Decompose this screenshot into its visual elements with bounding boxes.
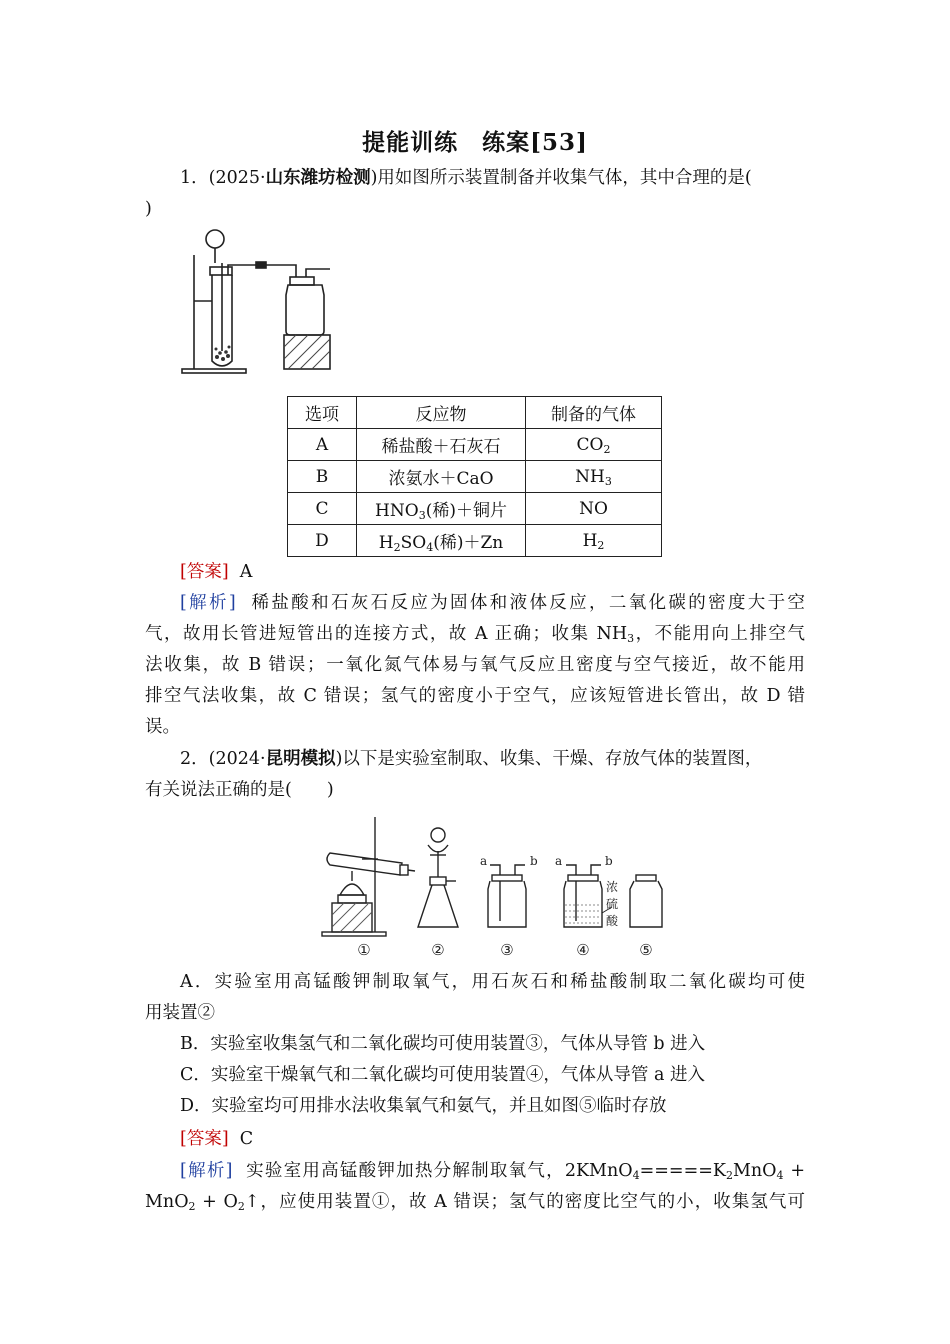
q2-stem: 2．(2024·昆明模拟)以下是实验室制取、收集、干燥、存放气体的装置图， bbox=[180, 749, 763, 769]
q2-source: 昆明模拟 bbox=[265, 749, 336, 769]
q1-answer bbox=[180, 557, 805, 587]
figure-label: ③ bbox=[500, 941, 514, 959]
analysis-label: [解析] bbox=[180, 1161, 233, 1181]
table-cell: A bbox=[288, 429, 357, 461]
q2-option-a-cont: 用装置② bbox=[145, 1003, 215, 1023]
answer-label: [答案] bbox=[180, 562, 229, 582]
table-cell: 浓氨水＋CaO bbox=[357, 461, 526, 493]
q1-stem-text: )用如图所示装置制备并收集气体，其中合理的是( bbox=[370, 168, 752, 188]
table-cell: $NH_3$ bbox=[526, 461, 662, 493]
q1-stem-close: ) bbox=[145, 199, 152, 219]
tube-label-b: b bbox=[530, 854, 538, 868]
answer-value: A bbox=[239, 562, 253, 582]
table-cell: $H_2SO_4$(稀)＋Zn bbox=[357, 525, 526, 557]
table-header-cell: 反应物 bbox=[357, 397, 526, 429]
analysis-label: [解析] bbox=[180, 593, 236, 613]
table-cell: $HNO_3$(稀)＋铜片 bbox=[357, 493, 526, 525]
q2-apparatus-figure bbox=[320, 815, 670, 965]
tube-label-b: b bbox=[605, 854, 613, 868]
q2-option-c: C．实验室干燥氧气和二氧化碳均可使用装置④，气体从导管 a 进入 bbox=[180, 1065, 705, 1085]
q1-number: 1． bbox=[180, 168, 209, 188]
tube-label-a: a bbox=[555, 854, 563, 868]
table-header-row bbox=[288, 397, 662, 429]
figure-label: ⑤ bbox=[639, 941, 653, 959]
acid-label: 硫 bbox=[606, 897, 619, 911]
q1-apparatus-figure bbox=[178, 225, 338, 377]
table-header-cell: 制备的气体 bbox=[526, 397, 662, 429]
acid-label: 浓 bbox=[606, 880, 619, 894]
q1-source: 山东潍坊检测 bbox=[265, 168, 371, 188]
q1-analysis-line: 法收集，故 B 错误；一氧化氮气体易与氧气反应且密度与空气接近，故不能用 bbox=[145, 655, 805, 675]
q2-number: 2． bbox=[180, 749, 209, 769]
table-row bbox=[288, 429, 662, 461]
table-cell: B bbox=[288, 461, 357, 493]
q2-analysis-line: [解析] 实验室用高锰酸钾加热分解制取氧气，$2KMnO_4=====K_2MnO_4$ + bbox=[180, 1161, 806, 1182]
table-cell: $H_2$ bbox=[526, 525, 662, 557]
q2-stem-line2: 有关说法正确的是( ) bbox=[145, 780, 334, 800]
q1-analysis-line: 误。 bbox=[145, 717, 180, 737]
table-cell: 稀盐酸＋石灰石 bbox=[357, 429, 526, 461]
answer-value: C bbox=[239, 1129, 254, 1149]
table-row bbox=[288, 461, 662, 493]
q1-source-open: (2025· bbox=[208, 168, 266, 188]
q2-answer bbox=[180, 1124, 805, 1154]
figure-label: ② bbox=[431, 941, 445, 959]
q1-analysis-line: 气，故用长管进短管出的连接方式，故 A 正确；收集 $NH_3$，不能用向上排空气 bbox=[145, 624, 806, 645]
answer-label: [答案] bbox=[180, 1129, 229, 1149]
acid-label: 酸 bbox=[606, 914, 619, 928]
q1-analysis-line: [解析] 稀盐酸和石灰石反应为固体和液体反应，二氧化碳的密度大于空 bbox=[180, 593, 805, 613]
q1-analysis-line: 排空气法收集，故 C 错误；氢气的密度小于空气，应该短管进长管出，故 D 错 bbox=[145, 686, 805, 706]
table-cell: NO bbox=[526, 493, 662, 525]
figure-label: ① bbox=[357, 941, 371, 959]
table-header-cell: 选项 bbox=[288, 397, 357, 429]
figure-label: ④ bbox=[576, 941, 590, 959]
table-cell: C bbox=[288, 493, 357, 525]
tube-label-a: a bbox=[480, 854, 488, 868]
table-cell: D bbox=[288, 525, 357, 557]
table-cell: $CO_2$ bbox=[526, 429, 662, 461]
q1-stem bbox=[180, 163, 805, 193]
q2-option-b: B．实验室收集氢气和二氧化碳均可使用装置③，气体从导管 b 进入 bbox=[180, 1034, 706, 1054]
q1-options-table bbox=[287, 396, 662, 557]
table-row bbox=[288, 493, 662, 525]
page-title: 提能训练 练案[53] bbox=[362, 129, 588, 156]
table-row bbox=[288, 525, 662, 557]
q2-option-a: A．实验室用高锰酸钾制取氧气，用石灰石和稀盐酸制取二氧化碳均可使 bbox=[180, 972, 805, 992]
q2-analysis-line: $MnO_2 + O_2↑$，应使用装置①，故 A 错误；氢气的密度比空气的小，收集氢气可 bbox=[145, 1192, 805, 1213]
q2-option-d: D．实验室均可用排水法收集氧气和氨气，并且如图⑤临时存放 bbox=[180, 1096, 667, 1116]
